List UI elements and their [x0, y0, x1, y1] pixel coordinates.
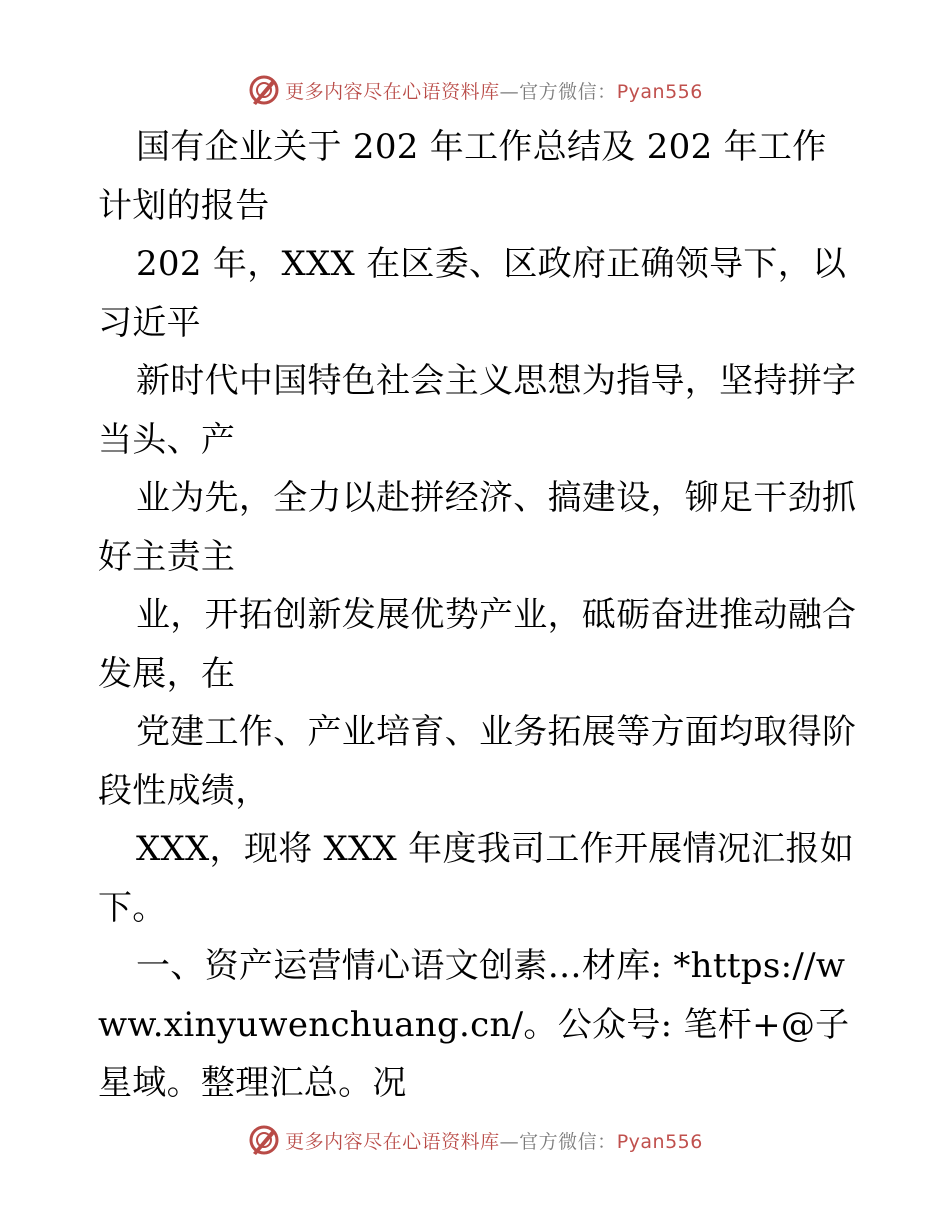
banner-wechat-id: Pyan556 [616, 80, 703, 103]
banner-text [285, 77, 703, 104]
doc-paragraph: 党建工作、产业培育、业务拓展等方面均取得阶段性成绩， [98, 712, 857, 811]
doc-paragraph: 一、资产运营情心语文创素…材库: *https://www.xinyuwenchuang.cn/。公众号: 笔杆+@子星域。整理汇总。况 [98, 946, 850, 1103]
doc-paragraph: 业为先，全力以赴拼经济、搞建设，铆足干劲抓好主责主 [98, 478, 857, 577]
doc-paragraph: 新时代中国特色社会主义思想为指导，坚持拼字当头、产 [98, 361, 857, 460]
banner-sub-text: 官方微信： [519, 80, 617, 103]
pen-logo-icon [247, 1123, 281, 1157]
footer-banner [0, 1120, 950, 1160]
banner-dash: — [499, 1130, 520, 1153]
doc-paragraph: XXX，现将 XXX 年度我司工作开展情况汇报如下。 [98, 829, 855, 928]
pen-logo-icon [247, 73, 281, 107]
banner-sub-text: 官方微信： [519, 1130, 617, 1153]
banner-dash: — [499, 80, 520, 103]
doc-paragraph: 202 年，XXX 在区委、区政府正确领导下，以习近平 [98, 244, 847, 343]
doc-paragraph: 国有企业关于 202 年工作总结及 202 年工作计划的报告 [98, 127, 827, 226]
banner-wechat-id: Pyan556 [616, 1130, 703, 1153]
banner-main-text: 更多内容尽在心语资料库 [285, 80, 500, 103]
header-banner [0, 70, 950, 110]
banner-text [285, 1127, 703, 1154]
document-body [98, 118, 858, 1113]
banner-main-text: 更多内容尽在心语资料库 [285, 1130, 500, 1153]
doc-paragraph: 业，开拓创新发展优势产业，砥砺奋进推动融合发展，在 [98, 595, 857, 694]
